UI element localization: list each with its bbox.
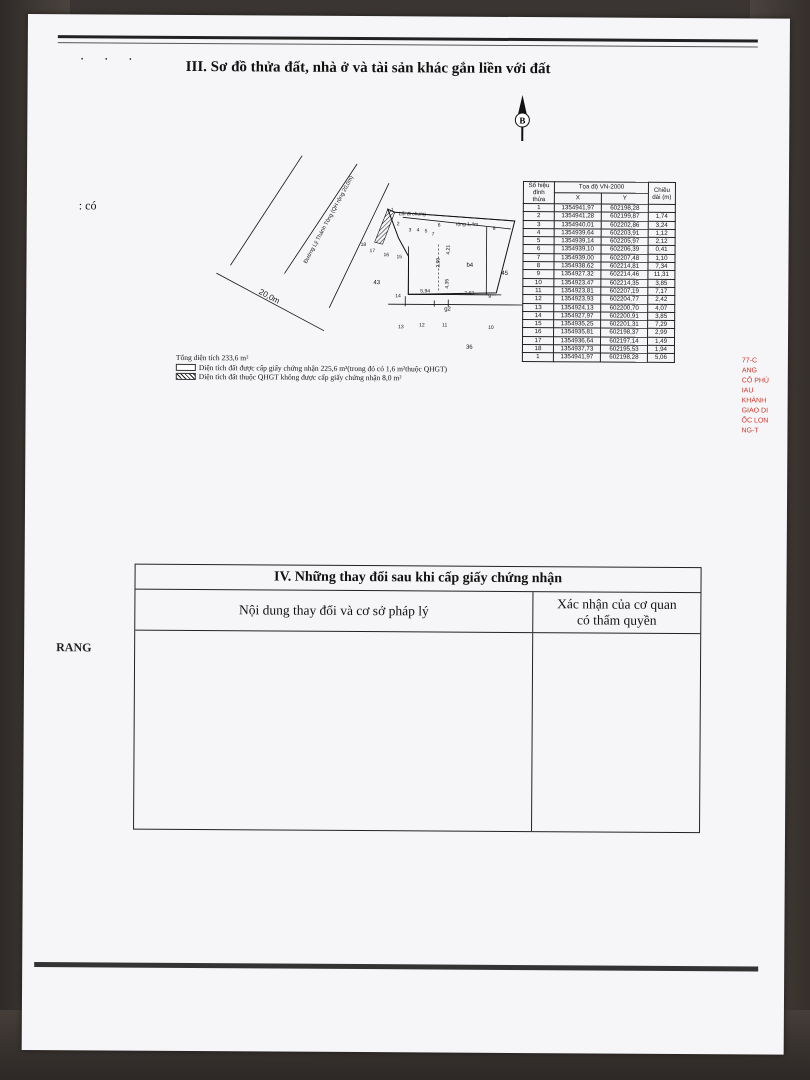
parcel-label-36: 36 <box>465 344 473 351</box>
cell-y: 602198,28 <box>601 204 648 213</box>
vertex-3: 3 <box>408 227 412 234</box>
stamp-line: ỐC LON <box>741 417 769 425</box>
cell-id: 4 <box>523 228 554 236</box>
cell-length: 7,29 <box>648 320 675 328</box>
cell-length: 1,94 <box>647 345 674 353</box>
cell-x: 1354924,13 <box>554 303 601 312</box>
street-label: Đường Lý Thánh Tông (QH rộng 20,0m) <box>302 175 356 265</box>
cell-x: 1354923,47 <box>554 278 601 287</box>
total-area-text: Tổng diện tích 233,6 m² <box>175 352 249 363</box>
section-3-title: III. Sơ đồ thửa đất, nhà ở và tài sản khác gắn liền với đất <box>185 58 551 78</box>
coord-header-y: Y <box>601 193 648 204</box>
stamp-line: ANG <box>741 367 758 375</box>
top-border-thick <box>58 35 758 42</box>
cell-y: 602198,28 <box>600 353 647 362</box>
vertex-12: 12 <box>419 322 425 329</box>
cell-x: 1354927,32 <box>554 270 601 279</box>
cell-y: 602204,77 <box>601 295 648 304</box>
cell-x: 1354941,97 <box>553 353 600 362</box>
vertex-1: 1 <box>390 207 394 214</box>
bottom-border <box>34 962 758 971</box>
cell-id: 8 <box>523 262 554 270</box>
cell-length: 1,49 <box>647 337 674 345</box>
cell-y: 602200,70 <box>601 304 648 313</box>
cell-id: 3 <box>523 220 554 228</box>
certified-area-text: Diện tích đất được cấp giấy chứng nhận 225,6 m²(trong đó có 1,6 m²thuộc QHGT) <box>198 362 448 374</box>
vertex-18: 18 <box>360 242 367 249</box>
vertex-10: 10 <box>488 324 494 331</box>
parcel-label-b4: b4 <box>466 262 474 269</box>
cell-x: 1354939,00 <box>554 253 601 262</box>
cell-y: 602197,14 <box>600 337 647 346</box>
cell-id: 13 <box>523 303 554 311</box>
cell-y: 602199,87 <box>601 212 648 221</box>
cell-id: 18 <box>522 345 553 353</box>
cell-id: 6 <box>523 245 554 253</box>
cell-x: 1354936,64 <box>553 336 600 345</box>
cell-id: 14 <box>523 311 554 319</box>
vertex-15: 15 <box>396 254 403 261</box>
changes-table-body <box>134 631 700 832</box>
stamp-line: 77-C <box>741 357 758 365</box>
left-fragment-text: : có <box>78 198 97 213</box>
cell-x: 1354938,62 <box>554 262 601 271</box>
cell-id: 9 <box>523 270 554 278</box>
cell-length: 5,06 <box>647 354 674 362</box>
dimension-4-35: 4,35 <box>444 278 451 289</box>
vertex-9: 9 <box>488 293 492 300</box>
vertex-5: 5 <box>424 228 428 235</box>
legend-uncertified <box>176 372 536 384</box>
coord-header-length: Chiều dài (m) <box>648 182 675 204</box>
vertex-6: 6 <box>437 222 441 229</box>
dimension-5-94: 5,94 <box>420 288 431 295</box>
cell-length: 11,31 <box>648 271 675 279</box>
vertex-11: 11 <box>442 322 448 329</box>
cell-id: 11 <box>523 286 554 294</box>
stamp-line: CÔ PHÙ <box>741 377 770 385</box>
cell-x: 1354941,97 <box>554 204 601 213</box>
cell-length: 1,74 <box>648 213 675 221</box>
coordinate-rows <box>522 204 675 363</box>
cell-id: 7 <box>523 253 554 261</box>
cell-x: 1354941,28 <box>554 212 601 221</box>
cell-y: 602195,53 <box>600 345 647 354</box>
cell-y: 602205,97 <box>601 237 648 246</box>
dimension-7-63: 7,63 <box>464 290 475 297</box>
cell-x: 1354935,81 <box>554 328 601 337</box>
cell-id: 1 <box>523 204 554 212</box>
cell-length: 4,07 <box>648 304 675 312</box>
stamp-line: NG-T <box>741 427 759 435</box>
left-fragment-text-2: RANG <box>56 640 92 655</box>
cell-length <box>648 204 675 212</box>
change-content-header: Nội dung thay đổi và cơ sở pháp lý <box>135 590 533 632</box>
vertex-2: 2 <box>396 221 400 228</box>
cell-id: 17 <box>522 336 553 344</box>
vertex-16: 16 <box>383 252 390 259</box>
cell-x: 1354923,81 <box>554 287 601 296</box>
dimension-4-21: 4,21 <box>445 244 452 255</box>
vertex-7: 7 <box>431 231 435 238</box>
stamp-line: IAU <box>741 387 754 395</box>
cell-y: 602206,39 <box>601 245 648 254</box>
coord-header-x: X <box>554 193 601 204</box>
cell-id: 15 <box>523 320 554 328</box>
cell-y: 602198,37 <box>601 328 648 337</box>
coord-header-id: Số hiệu đỉnh thửa <box>523 182 554 204</box>
cell-length: 2,12 <box>648 237 675 245</box>
cell-x: 1354927,97 <box>554 312 601 321</box>
vertex-14: 14 <box>395 293 401 300</box>
map-legend <box>176 353 536 384</box>
hatched-swatch-icon <box>176 373 196 380</box>
cell-length: 1,10 <box>648 254 675 262</box>
shared-path-width: rộng 1,4m <box>455 221 479 228</box>
cell-id: 10 <box>523 278 554 286</box>
cell-length: 2,99 <box>648 329 675 337</box>
cell-id: 5 <box>523 237 554 245</box>
coord-header-group: Tọa độ VN-2000 <box>554 182 648 194</box>
cell-y: 602207,48 <box>601 254 648 263</box>
cell-length: 7,17 <box>648 287 675 295</box>
cell-y: 602201,31 <box>601 320 648 329</box>
cell-id: 1 <box>522 353 553 361</box>
table-row <box>522 353 674 362</box>
cell-length: 0,41 <box>648 246 675 254</box>
certificate-page <box>22 14 790 1055</box>
north-arrow-icon <box>507 93 537 143</box>
top-border-thin <box>58 42 758 47</box>
cell-y: 602202,86 <box>601 221 648 230</box>
cell-x: 1354923,93 <box>554 295 601 304</box>
cell-id: 12 <box>523 295 554 303</box>
vertex-8: 8 <box>492 225 496 232</box>
cell-y: 602214,35 <box>601 279 648 288</box>
cell-x: 1354935,25 <box>554 320 601 329</box>
dimension-2-99: 2,99 <box>435 257 442 268</box>
plain-swatch-icon <box>176 364 196 371</box>
stamp-line: KHÁNH <box>741 397 767 405</box>
changes-table <box>133 564 702 833</box>
cell-x: 1354939,14 <box>554 237 601 246</box>
cell-y: 602200,91 <box>601 312 648 321</box>
cell-y: 602214,46 <box>601 270 648 279</box>
section-4-title: IV. Những thay đổi sau khi cấp giấy chứng nhận <box>135 565 700 593</box>
parcel-label-45: 45 <box>501 270 509 277</box>
vertex-17: 17 <box>369 248 376 255</box>
change-content-cell <box>134 631 533 831</box>
cell-x: 1354939,10 <box>554 245 601 254</box>
cell-length: 3,85 <box>648 312 675 320</box>
cell-length: 1,12 <box>648 229 675 237</box>
cell-length: 3,24 <box>648 221 675 229</box>
north-label: B <box>519 115 526 126</box>
red-seal-stamp <box>741 356 792 476</box>
confirmation-header: Xác nhận của cơ quan có thẩm quyền <box>557 596 677 628</box>
vertex-13: 13 <box>398 324 404 331</box>
parcel-label-43: 43 <box>373 280 381 287</box>
punch-marks: · · · <box>79 52 141 68</box>
cell-id: 2 <box>523 212 554 220</box>
cell-x: 1354937,73 <box>553 345 600 354</box>
shared-path-label: Lối đi chung <box>398 211 426 218</box>
cell-y: 602203,91 <box>601 229 648 238</box>
road-width-label: 20,0m <box>257 287 282 306</box>
cell-id: 16 <box>523 328 554 336</box>
cell-length: 7,34 <box>648 262 675 270</box>
confirmation-cell <box>532 633 700 832</box>
changes-table-header <box>135 590 700 634</box>
parcel-map <box>176 135 517 351</box>
cell-y: 602214,81 <box>601 262 648 271</box>
cell-length: 3,85 <box>648 279 675 287</box>
parcel-label-g2: g2 <box>444 306 451 313</box>
vertex-4: 4 <box>416 227 420 234</box>
cell-length: 2,42 <box>648 296 675 304</box>
cell-y: 602207,19 <box>601 287 648 296</box>
cell-x: 1354939,64 <box>554 229 601 238</box>
uncertified-area-text: Diện tích đất thuộc QHGT không được cấp giấy chứng nhận 8,0 m² <box>198 372 402 383</box>
stamp-line: GIAO DI <box>741 407 769 415</box>
cell-x: 1354940,01 <box>554 220 601 229</box>
coordinate-table <box>522 181 676 363</box>
